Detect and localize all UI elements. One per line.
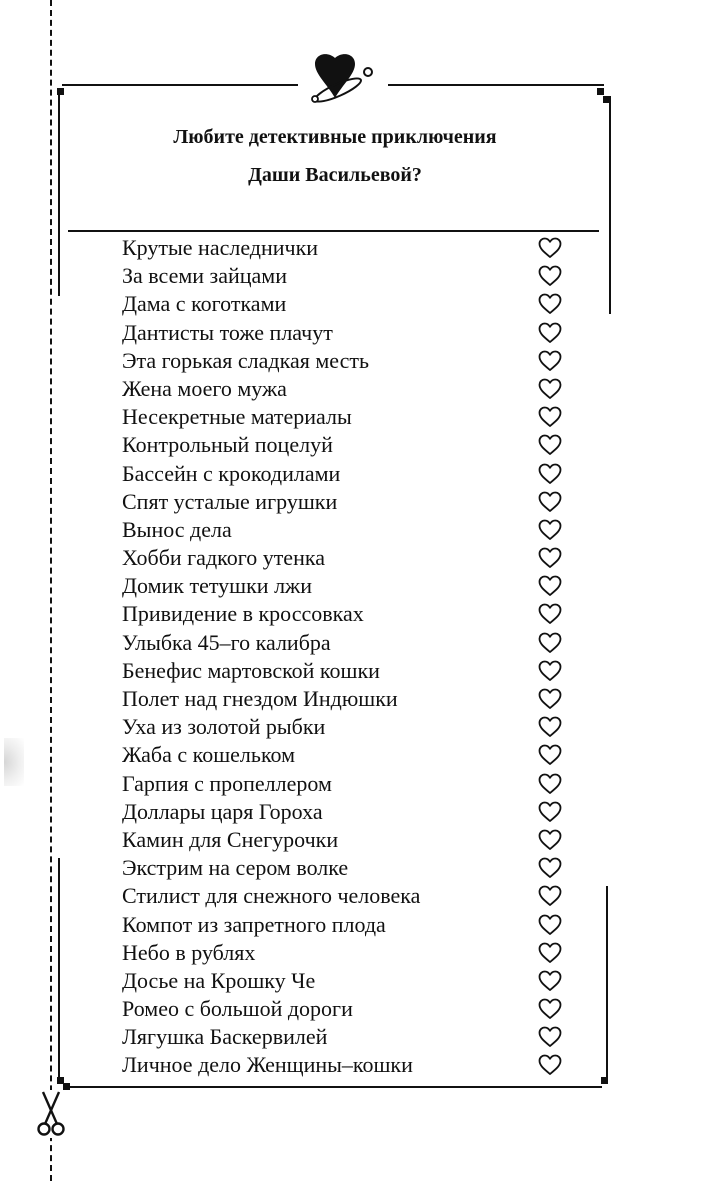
list-item: [122, 572, 567, 600]
book-title: Хобби гадкого утенка: [122, 545, 325, 571]
book-title: Крутые наследнички: [122, 235, 319, 260]
frame-left-border: [58, 88, 60, 296]
list-item: [122, 770, 567, 798]
heart-outline-icon[interactable]: [538, 716, 562, 738]
book-title: Жаба с кошельком: [122, 742, 296, 768]
list-item: [122, 1051, 567, 1079]
page-edge-shadow: [4, 738, 24, 786]
scissors-icon: [36, 1090, 66, 1138]
list-item: [122, 516, 567, 544]
list-item: [122, 967, 567, 995]
list-item: [122, 488, 567, 516]
frame-right-border: [609, 96, 611, 314]
frame-corner-top-right: [597, 88, 604, 95]
heart-outline-icon[interactable]: [538, 1054, 562, 1076]
heart-outline-icon[interactable]: [538, 378, 562, 400]
heart-outline-icon[interactable]: [538, 575, 562, 597]
heart-outline-icon[interactable]: [538, 829, 562, 851]
list-item: [122, 826, 567, 854]
list-item: [122, 854, 567, 882]
frame-top-right-border: [388, 84, 604, 86]
list-item: [122, 882, 567, 910]
frame-right-bottom-border: [606, 886, 608, 1082]
list-item: [122, 657, 567, 685]
list-item: [122, 347, 567, 375]
heart-outline-icon[interactable]: [538, 547, 562, 569]
heart-outline-icon[interactable]: [538, 265, 562, 287]
heart-outline-icon[interactable]: [538, 773, 562, 795]
book-title: Контрольный поцелуй: [122, 432, 333, 458]
heart-outline-icon[interactable]: [538, 632, 562, 654]
list-item: [122, 798, 567, 826]
book-title: Экстрим на сером волке: [122, 855, 349, 881]
list-item: [122, 319, 567, 347]
list-item: [122, 262, 567, 290]
list-item: [122, 685, 567, 713]
book-title: Бассейн с крокодилами: [122, 460, 341, 486]
list-item: [122, 290, 567, 318]
list-item: [122, 939, 567, 967]
heart-outline-icon[interactable]: [538, 885, 562, 907]
frame-corner-top-right-inner: [603, 96, 610, 103]
book-title: Гарпия с пропеллером: [122, 770, 332, 796]
book-list: [122, 234, 567, 1080]
book-title: Небо в рублях: [122, 939, 256, 965]
heart-outline-icon[interactable]: [538, 688, 562, 710]
book-title: Спят усталые игрушки: [122, 488, 338, 514]
list-item: [122, 431, 567, 459]
heart-outline-icon[interactable]: [538, 237, 562, 259]
heart-outline-icon[interactable]: [538, 491, 562, 513]
list-item: [122, 995, 567, 1023]
page-title-line-2: Даши Васильевой?: [248, 164, 422, 186]
heart-outline-icon[interactable]: [538, 857, 562, 879]
list-item: [122, 403, 567, 431]
book-title: Жена моего мужа: [122, 375, 287, 401]
frame-bottom-border: [66, 1086, 602, 1088]
heart-outline-icon[interactable]: [538, 660, 562, 682]
heart-outline-icon[interactable]: [538, 744, 562, 766]
heart-outline-icon[interactable]: [538, 463, 562, 485]
list-item: [122, 629, 567, 657]
heart-outline-icon[interactable]: [538, 406, 562, 428]
list-item: [122, 1023, 567, 1051]
book-title: Несекретные материалы: [122, 404, 352, 430]
heart-with-safety-pin-icon: [305, 50, 377, 106]
list-item: [122, 911, 567, 939]
heart-outline-icon[interactable]: [538, 1026, 562, 1048]
book-title: Камин для Снегурочки: [122, 826, 339, 852]
book-title: Личное дело Женщины–кошки: [122, 1052, 413, 1078]
book-title: Полет над гнездом Индюшки: [122, 686, 398, 711]
book-title: Лягушка Баскервилей: [122, 1024, 328, 1050]
heart-outline-icon[interactable]: [538, 801, 562, 823]
heart-outline-icon[interactable]: [538, 998, 562, 1020]
cut-line: [50, 0, 52, 1181]
book-title: Стилист для снежного человека: [122, 883, 421, 909]
heart-outline-icon[interactable]: [538, 519, 562, 541]
book-title: Доллары царя Гороха: [122, 798, 323, 824]
book-title: Компот из запретного плода: [122, 911, 386, 937]
heart-outline-icon[interactable]: [538, 942, 562, 964]
book-title: Вынос дела: [122, 516, 232, 542]
list-item: [122, 460, 567, 488]
list-item: [122, 713, 567, 741]
book-title: Эта горькая сладкая месть: [122, 347, 370, 373]
list-item: [122, 600, 567, 628]
book-title: Уха из золотой рыбки: [122, 714, 326, 740]
book-title: Домик тетушки лжи: [122, 573, 313, 599]
frame-left-bottom-border: [58, 858, 60, 1080]
frame-corner-top-left: [57, 88, 64, 95]
book-title: Ромео с большой дороги: [122, 996, 353, 1022]
book-title: Улыбка 45–го калибра: [122, 629, 331, 655]
list-item: [122, 741, 567, 769]
frame-corner-bottom-left-inner: [63, 1083, 70, 1090]
list-item: [122, 544, 567, 572]
heart-outline-icon[interactable]: [538, 970, 562, 992]
book-title: Дантисты тоже плачут: [122, 319, 333, 345]
heart-outline-icon[interactable]: [538, 322, 562, 344]
list-item: [122, 375, 567, 403]
page-title-line-1: Любите детективные приключения: [173, 126, 497, 148]
list-item: [122, 234, 567, 262]
heart-outline-icon[interactable]: [538, 293, 562, 315]
header-divider: [68, 230, 599, 232]
heart-outline-icon[interactable]: [538, 350, 562, 372]
book-title: Привидение в кроссовках: [122, 601, 364, 627]
book-title: Досье на Крошку Че: [122, 967, 316, 993]
heart-outline-icon[interactable]: [538, 914, 562, 936]
heart-outline-icon[interactable]: [538, 603, 562, 625]
book-title: За всеми зайцами: [122, 263, 287, 289]
frame-corner-bottom-right: [601, 1077, 608, 1084]
book-title: Дама с коготками: [122, 291, 287, 317]
heart-outline-icon[interactable]: [538, 434, 562, 456]
book-title: Бенефис мартовской кошки: [122, 657, 380, 683]
frame-top-left-border: [62, 84, 298, 86]
